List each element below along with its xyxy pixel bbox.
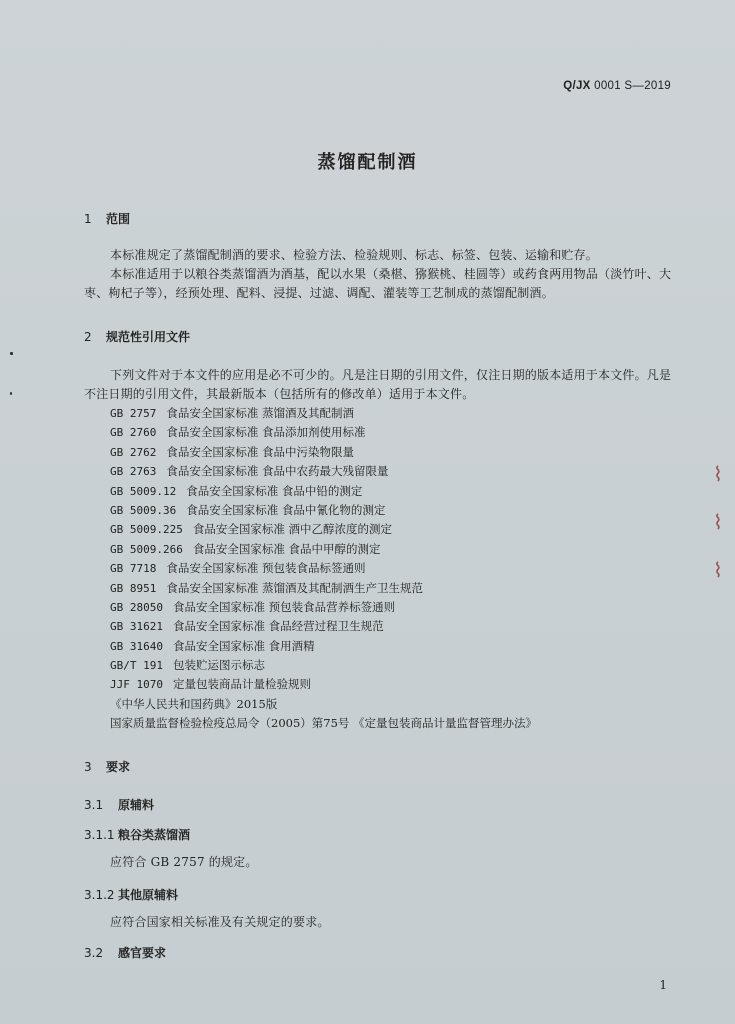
section-heading-3-1-2: 3.1.2 其他原辅料 bbox=[84, 888, 179, 902]
paragraph-3-1-2: 应符合国家相关标准及有关规定的要求。 bbox=[110, 915, 330, 929]
reference-title: 食品安全国家标准 预包装食品营养标签通则 bbox=[172, 599, 396, 614]
reference-item bbox=[110, 443, 537, 462]
reference-item bbox=[110, 482, 537, 501]
reference-title: 包装贮运图示标志 bbox=[172, 658, 265, 673]
reference-title: 食品安全国家标准 食品中铅的测定 bbox=[186, 483, 363, 498]
reference-item bbox=[110, 637, 537, 656]
scan-speck bbox=[10, 392, 12, 395]
reference-code: GB 31640 bbox=[110, 639, 163, 653]
reference-item bbox=[110, 656, 537, 675]
reference-title: 国家质量监督检验检疫总局令（2005）第75号 《定量包装商品计量监督管理办法》 bbox=[110, 716, 538, 731]
section-heading-3-1-1: 3.1.1 粮谷类蒸馏酒 bbox=[84, 828, 191, 842]
reference-code: GB 2763 bbox=[110, 465, 157, 479]
reference-title: 食品安全国家标准 预包装食品标签通则 bbox=[166, 561, 366, 576]
page-number: 1 bbox=[659, 978, 667, 992]
reference-code: GB 5009.36 bbox=[110, 503, 177, 517]
reference-item bbox=[110, 462, 537, 481]
section-heading-2: 2 规范性引用文件 bbox=[84, 330, 191, 344]
reference-code: GB/T 191 bbox=[110, 659, 163, 673]
scope-paragraph-1: 本标准规定了蒸馏配制酒的要求、检验方法、检验规则、标志、标签、包装、运输和贮存。 bbox=[110, 248, 599, 262]
reference-code: JJF 1070 bbox=[110, 678, 163, 692]
references-intro-paragraph: 下列文件对于本文件的应用是必不可少的。凡是注日期的引用文件，仅注日期的版本适用于本文件。凡是不注日期的引用文件，其最新版本（包括所有的修改单）适用于本文件。 bbox=[84, 368, 672, 401]
paragraph-3-1-1: 应符合 GB 2757 的规定。 bbox=[110, 855, 258, 869]
document-title: 蒸馏配制酒 bbox=[317, 152, 418, 173]
reference-item bbox=[110, 423, 537, 442]
reference-code: GB 5009.266 bbox=[110, 542, 183, 556]
reference-item bbox=[110, 540, 537, 559]
reference-title: 《中华人民共和国药典》2015版 bbox=[110, 696, 278, 711]
reference-item bbox=[110, 501, 537, 520]
reference-item bbox=[110, 695, 537, 714]
seal-stamp-edge: ⌇ ⌇ ⌇ bbox=[713, 462, 723, 582]
reference-code: GB 2760 bbox=[110, 426, 157, 440]
section-heading-3-1: 3.1 原辅料 bbox=[84, 798, 155, 812]
reference-item bbox=[110, 675, 537, 694]
reference-item bbox=[110, 559, 537, 578]
reference-code: GB 8951 bbox=[110, 581, 157, 595]
reference-item bbox=[110, 404, 537, 423]
document-code-prefix: Q/JX bbox=[563, 80, 591, 92]
reference-item bbox=[110, 617, 537, 636]
reference-code: GB 28050 bbox=[110, 600, 163, 614]
reference-code: GB 5009.225 bbox=[110, 523, 183, 537]
reference-code: GB 7718 bbox=[110, 562, 157, 576]
reference-title: 食品安全国家标准 蒸馏酒及其配制酒 bbox=[166, 406, 355, 420]
reference-title: 食品安全国家标准 食品中农药最大残留限量 bbox=[166, 464, 389, 479]
scan-speck bbox=[10, 352, 13, 355]
section-heading-3: 3 要求 bbox=[84, 760, 131, 774]
reference-item bbox=[110, 598, 537, 617]
reference-code: GB 5009.12 bbox=[110, 484, 177, 498]
reference-code: GB 2757 bbox=[110, 407, 157, 420]
reference-title: 食品安全国家标准 酒中乙醇浓度的测定 bbox=[192, 522, 393, 537]
reference-title: 食品安全国家标准 食品添加剂使用标准 bbox=[166, 425, 366, 440]
reference-title: 食品安全国家标准 蒸馏酒及其配制酒生产卫生规范 bbox=[166, 580, 424, 595]
scope-paragraph-2: 本标准适用于以粮谷类蒸馏酒为酒基，配以水果（桑椹、猕猴桃、桂圆等）或药食两用物品（淡竹叶、大枣、枸杞子等），经预处理、配料、浸提、过滤、调配、灌装等工艺制成的蒸馏配制酒。 bbox=[84, 267, 672, 300]
reference-item bbox=[110, 714, 537, 733]
reference-list bbox=[110, 404, 537, 734]
reference-item bbox=[110, 579, 537, 598]
reference-title: 食品安全国家标准 食品中甲醇的测定 bbox=[192, 541, 381, 556]
reference-item bbox=[110, 520, 537, 539]
reference-code: GB 2762 bbox=[110, 445, 157, 459]
reference-title: 定量包装商品计量检验规则 bbox=[172, 677, 311, 692]
document-code bbox=[563, 80, 671, 92]
reference-title: 食品安全国家标准 食品中氰化物的测定 bbox=[186, 502, 386, 517]
reference-title: 食品安全国家标准 食品中污染物限量 bbox=[166, 444, 355, 459]
section-heading-3-2: 3.2 感官要求 bbox=[84, 946, 167, 960]
reference-title: 食品安全国家标准 食用酒精 bbox=[172, 638, 315, 653]
document-code-number: 0001 S—2019 bbox=[594, 80, 671, 92]
reference-title: 食品安全国家标准 食品经营过程卫生规范 bbox=[172, 619, 384, 634]
reference-code: GB 31621 bbox=[110, 620, 163, 634]
section-heading-1: 1 范围 bbox=[84, 212, 131, 226]
